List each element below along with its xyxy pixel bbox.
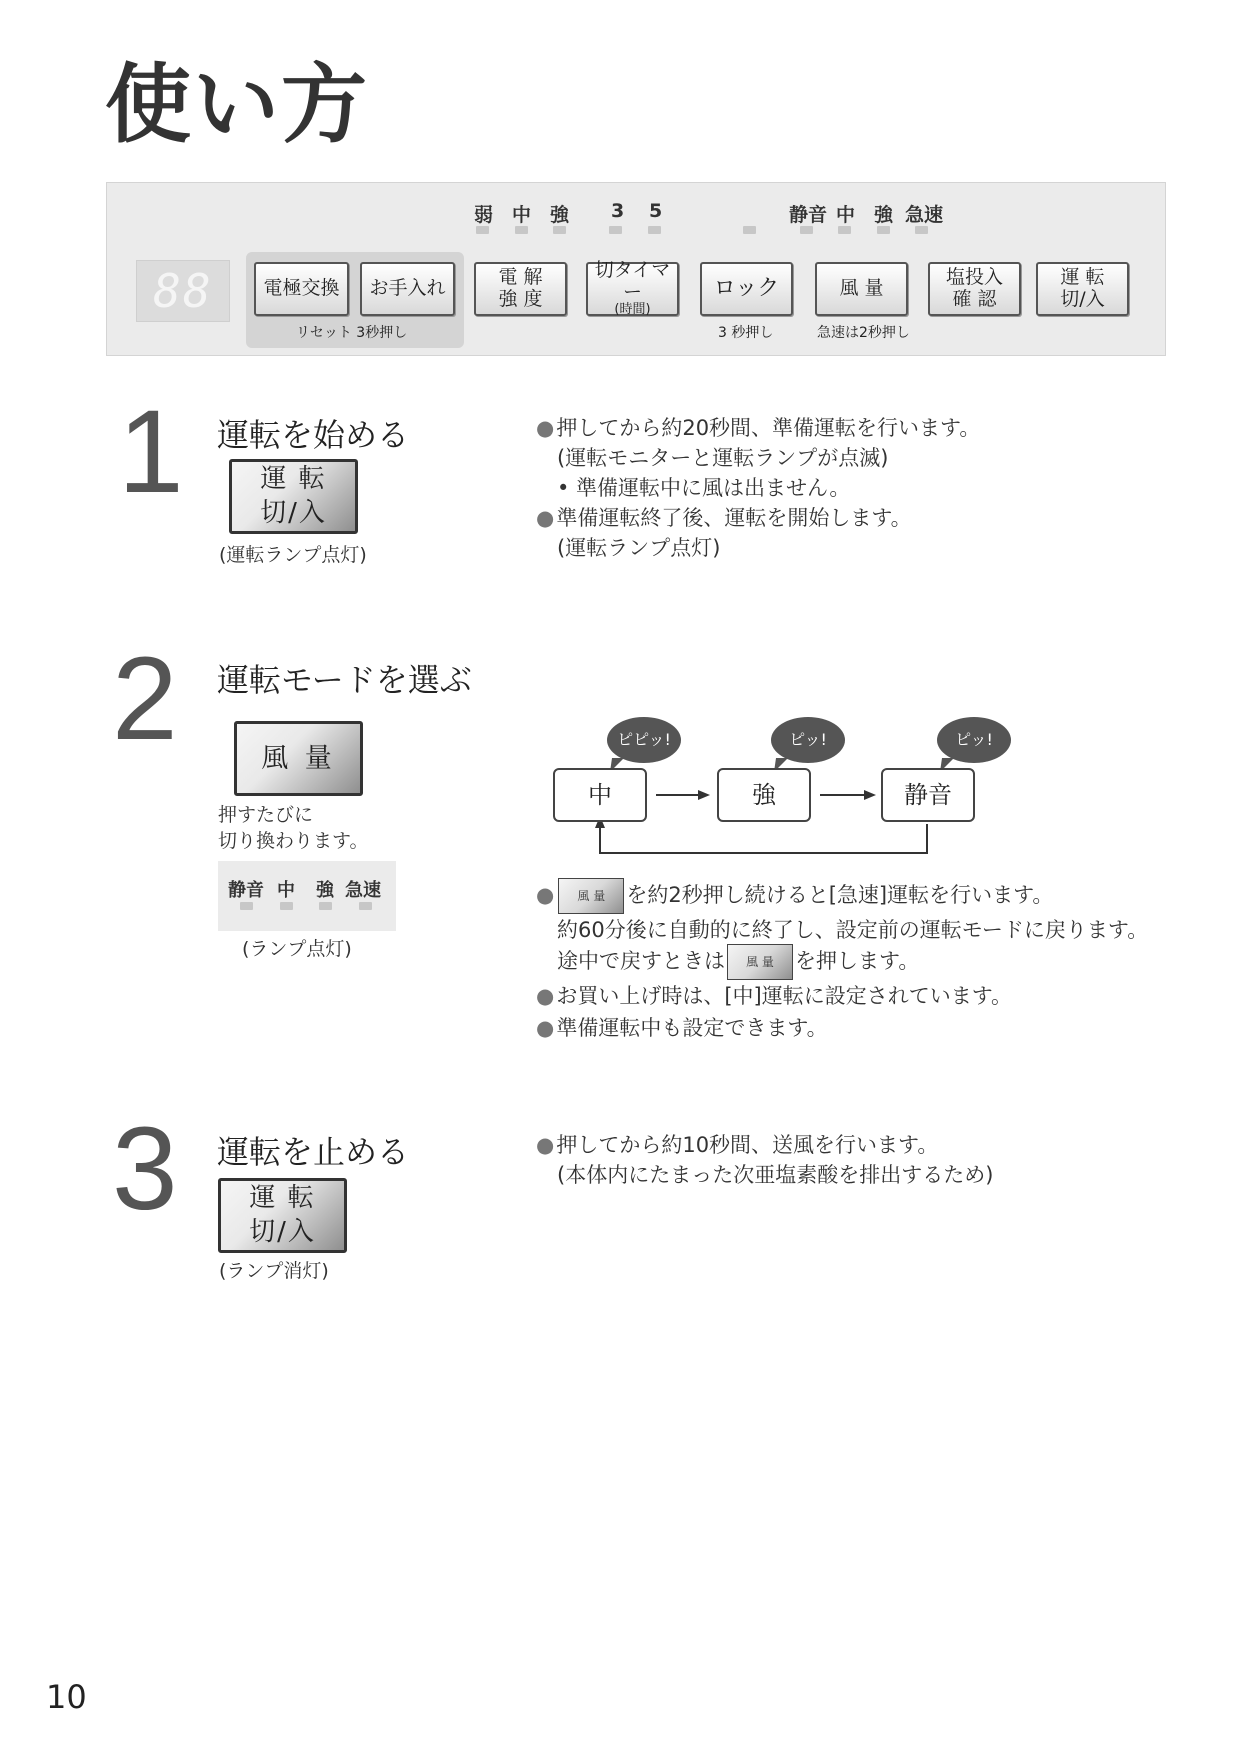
salt-check-button[interactable]	[928, 262, 1021, 316]
button-label: 風 量	[839, 277, 884, 300]
lamp	[877, 226, 890, 234]
button-label: 切/入	[260, 497, 327, 528]
lock-note: 3 秒押し	[718, 325, 774, 341]
button-label: 電極交換	[263, 277, 340, 300]
button-label: 切/入	[249, 1216, 316, 1247]
lamp	[838, 226, 851, 234]
lamp-label-mid: 中	[277, 880, 295, 901]
lamp-label-strong: 強	[316, 880, 334, 901]
cleaning-button[interactable]	[360, 262, 455, 316]
step-title: 運転を始める	[217, 416, 410, 454]
button-label: 切/入	[1060, 288, 1105, 310]
sound-bubble: ピッ!	[937, 717, 1011, 763]
lamp	[476, 226, 489, 234]
lamp	[359, 902, 372, 910]
mode-box-silent: 静音	[881, 768, 975, 822]
display-digits: 88	[153, 264, 213, 318]
reset-note: リセット 3秒押し	[296, 325, 408, 341]
button-label: 風 量	[261, 742, 336, 774]
lamp-label-fan-mid: 中	[836, 204, 856, 226]
button-label: 運 転	[260, 463, 327, 494]
lamp-label-turbo: 急速	[345, 880, 381, 901]
electrolysis-strength-button[interactable]	[474, 262, 567, 316]
button-label: 運 転	[249, 1182, 316, 1213]
instruction-text: を押します。	[795, 949, 920, 973]
instruction-line: • 準備運転中に風は出ません。	[557, 476, 851, 500]
lamp	[915, 226, 928, 234]
lamp-label-silent: 静音	[228, 880, 264, 901]
lamp	[280, 902, 293, 910]
step-caption: 切り換わります。	[218, 830, 369, 852]
button-label: 切タイマー	[594, 258, 671, 303]
off-timer-button[interactable]	[586, 258, 679, 318]
fan-speed-button-illustration	[234, 721, 363, 796]
button-label: 強 度	[498, 288, 543, 310]
lamp	[743, 226, 756, 234]
instruction-line: ● 押してから約10秒間、送風を行います。	[536, 1131, 938, 1160]
lamp-label-timer-3: 3	[611, 200, 625, 222]
fan-speed-button[interactable]	[815, 262, 908, 316]
lamp-label-silent: 静音	[789, 204, 828, 226]
fan-note: 急速は2秒押し	[817, 325, 910, 341]
button-label: 電 解	[498, 266, 543, 289]
step-caption: 押すたびに	[218, 804, 314, 826]
step-caption: (運転ランプ点灯)	[219, 544, 367, 566]
run-power-button-illustration	[218, 1178, 347, 1253]
page-title: 使い方	[105, 55, 369, 155]
instruction-line: ● お買い上げ時は、[中]運転に設定されています。	[536, 982, 1012, 1011]
button-label: ロック	[713, 276, 780, 302]
lamp	[240, 902, 253, 910]
instruction-line: ● 準備運転中も設定できます。	[536, 1014, 828, 1043]
instruction-line: (本体内にたまった次亜塩素酸を排出するため)	[557, 1163, 994, 1187]
instruction-text: を約2秒押し続けると[急速]運転を行います。	[626, 883, 1054, 907]
sound-bubble: ピピッ!	[607, 717, 681, 763]
step-number: 2	[112, 633, 178, 765]
button-label: 運 転	[1060, 266, 1105, 289]
sound-bubble: ピッ!	[771, 717, 845, 763]
step-number: 1	[118, 386, 184, 518]
lamp-label-mid: 中	[512, 204, 532, 226]
instruction-line: ● 押してから約20秒間、準備運転を行います。	[536, 414, 980, 443]
instruction-line: (運転モニターと運転ランプが点滅)	[557, 446, 889, 470]
button-label: 確 認	[952, 288, 997, 310]
lamp-label-weak: 弱	[474, 204, 494, 226]
step-caption: (ランプ消灯)	[219, 1260, 329, 1282]
instruction-line: 約60分後に自動的に終了し、設定前の運転モードに戻ります。	[557, 918, 1149, 942]
lamp	[800, 226, 813, 234]
mode-box-strong: 強	[717, 768, 811, 822]
button-label: 塩投入	[945, 266, 1003, 289]
lamp	[319, 902, 332, 910]
button-sublabel: (時間)	[614, 302, 651, 318]
electrode-change-button[interactable]	[254, 262, 349, 316]
lamp	[553, 226, 566, 234]
step-title: 運転モードを選ぶ	[217, 661, 472, 699]
lock-button[interactable]	[700, 262, 793, 316]
instruction-line: (運転ランプ点灯)	[557, 536, 721, 560]
lamp	[648, 226, 661, 234]
lamp-caption: (ランプ点灯)	[242, 938, 352, 960]
fan-speed-button-icon: 風 量	[727, 944, 793, 980]
page-number: 10	[46, 1678, 87, 1716]
step-number: 3	[112, 1103, 178, 1235]
instruction-text: 途中で戻すときは	[557, 949, 725, 973]
segment-display	[136, 260, 230, 322]
fan-speed-button-icon: 風 量	[558, 878, 624, 914]
step-title: 運転を止める	[217, 1133, 410, 1171]
run-power-button-illustration	[229, 459, 358, 534]
lamp-label-fan-strong: 強	[874, 204, 894, 226]
lamp-label-timer-5: 5	[649, 200, 663, 222]
instruction-line	[557, 944, 919, 980]
button-label: お手入れ	[369, 277, 446, 300]
lamp	[609, 226, 622, 234]
lamp-label-turbo: 急速	[905, 204, 944, 226]
mode-box-mid: 中	[553, 768, 647, 822]
lamp-label-strong: 強	[550, 204, 570, 226]
instruction-line	[536, 878, 1053, 914]
run-power-button[interactable]	[1036, 262, 1129, 316]
lamp	[515, 226, 528, 234]
instruction-line: ● 準備運転終了後、運転を開始します。	[536, 504, 912, 533]
